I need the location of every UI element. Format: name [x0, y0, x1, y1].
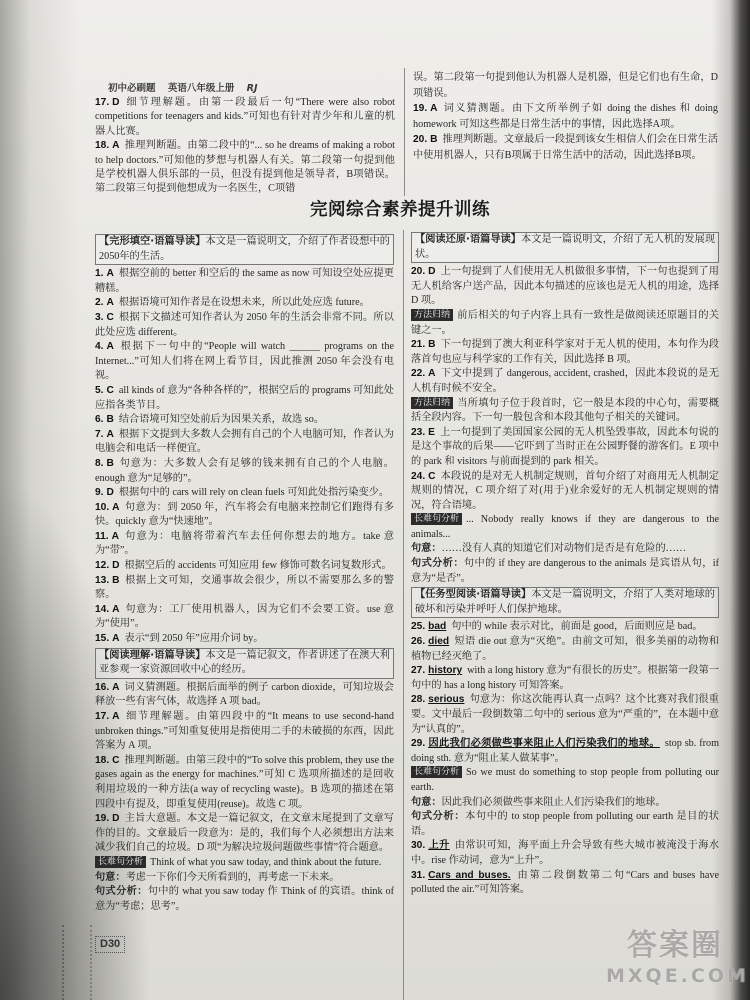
- answer-number: 19.: [95, 813, 110, 825]
- watermark-name: 答案圈: [627, 928, 723, 963]
- answer-explanation: 根据句中的 cars will rely on clean fuels 可知此处指污染变少。: [118, 487, 390, 499]
- answer-explanation: 细节理解题。由第一段最后一句“There were also robot competitions for teenagers and kids.”可知也有针对青少年和儿童的机器人比赛。: [95, 97, 395, 137]
- answer-number: 20.: [411, 266, 426, 278]
- answer-number: 5.: [95, 384, 104, 396]
- answer-item: [95, 710, 394, 754]
- answers-left-column: [95, 233, 394, 935]
- sentence-analysis: [411, 766, 719, 839]
- answer-explanation: 由第二段倒数第二句“Cars and buses have polluted the air.”可知答案。: [411, 869, 719, 896]
- method-tip: [411, 309, 719, 338]
- answer-explanation: 上一句提到了人们使用无人机做很多事情，下一句也提到了用无人机给客户送产品，因此本句描述的应该也是无人机的用途，选择 D 项。: [411, 266, 719, 307]
- answer-number: 28.: [411, 694, 426, 706]
- sentence-analysis: [411, 513, 719, 586]
- answer-explanation: 句意为：到 2050 年，汽车将会有电脑来控制它们跑得有多快。quickly 意为“快速地”。: [95, 501, 394, 528]
- answer-choice: A: [112, 603, 120, 615]
- answer-choice: B: [428, 339, 436, 351]
- answer-item: [95, 603, 394, 632]
- reading-guide-box: [411, 232, 719, 263]
- answer-item: [95, 681, 394, 710]
- answer-number: 29.: [411, 738, 426, 750]
- answer-choice: E: [428, 426, 435, 438]
- answer-number: 18.: [95, 140, 110, 152]
- answer-choice: Cars and buses.: [428, 869, 511, 881]
- answer-item: [95, 559, 394, 574]
- answer-number: 18.: [95, 754, 110, 766]
- answer-item: [95, 530, 394, 559]
- answer-number: 6.: [95, 414, 104, 426]
- guide-label: 【阅读还原·语篇导读】: [415, 234, 522, 245]
- reading-guide-box: [411, 587, 719, 618]
- analysis-label: 长难句分析: [95, 856, 146, 868]
- analysis-line: [411, 513, 719, 542]
- answer-explanation: 下文中提到了 dangerous, accident, crashed，因此本段说的是无人机有时候不安全。: [411, 368, 719, 394]
- answer-number: 4.: [95, 341, 104, 353]
- answer-explanation: 主旨大意题。本文是一篇记叙文，在文章末尾提到了文章写作的目的。文章最后一段意为：是的，我们每个人必须想出方法来减少我们自己的垃圾。D 项“为解决垃圾问题做些事情”符合题意。: [95, 813, 394, 854]
- answer-explanation: 句意为：大多数人会有足够的钱来拥有自己的个人电脑。enough 意为“足够的”。: [95, 457, 394, 484]
- answer-choice: bad: [428, 621, 447, 633]
- answer-explanation: 根据语境可知作者是在设想未来，所以此处应选 future。: [118, 297, 370, 309]
- answer-explanation: 词义猜测题。根据后面举的例子 carbon dioxide，可知垃圾会释放一些有害气体，故选择 A 项 bad。: [95, 681, 394, 708]
- answer-explanation: 根据下文描述可知作者认为 2050 年的生活会非常不同。所以此处应选 different。: [95, 311, 394, 338]
- answer-choice: D: [112, 813, 120, 825]
- binding-edge: [62, 925, 92, 1000]
- answer-explanation: 句中的 while 表示对比，前面是 good，后面则应是 bad。: [451, 621, 703, 633]
- answer-choice: D: [428, 266, 436, 278]
- sentence-analysis: [95, 856, 394, 914]
- answer-choice: C: [106, 384, 114, 396]
- answer-choice: A: [106, 268, 114, 280]
- answer-number: 17.: [95, 97, 110, 108]
- analysis-sentence: ... Nobody really knows if they are dangerous to the animals...: [411, 514, 719, 540]
- answer-number: 12.: [95, 560, 110, 572]
- answer-number: 15.: [95, 633, 110, 645]
- answer-number: 31.: [411, 869, 426, 881]
- answer-explanation: 根据上文可知，交通事故会很少，所以不需要那么多的警察。: [95, 574, 394, 601]
- answer-item: [95, 139, 395, 197]
- guide-text: 本文是一篇说明文，介绍了作者设想中的2050年的生活。: [99, 236, 390, 262]
- answer-choice: serious: [428, 694, 465, 706]
- answer-explanation: 根据空前的 better 和空后的 the same as now 可知设空处应提更糟糕。: [95, 268, 394, 294]
- continued-text: 误。第二段第一句提到他认为机器人是机器，但是它们也有生命，D项错误。: [413, 72, 718, 99]
- answer-item: [95, 632, 394, 647]
- answer-explanation: 上一句提到了美国国家公园的无人机坠毁事故，因此本句说的是这个事故的后果——它吓到了当时正在公园野餐的游客们。E 项中的 park 和 visitors 与前面提到的 park 相关。: [411, 426, 719, 467]
- answer-explanation: 根据下文提到大多数人会拥有自己的个人电脑可知，作者认为电脑会和电话一样便宜。: [95, 428, 394, 455]
- answers-top-left: [95, 96, 395, 197]
- answer-choice: 因此我们必须做些事来阻止人们污染我们的地球。: [428, 738, 660, 750]
- answer-number: 9.: [95, 487, 104, 499]
- structure-text: 句中的 if they are dangerous to the animals 是宾语从句，if 意为“是否”。: [411, 558, 719, 584]
- answer-explanation: 推理判断题。由第二段中的“... so he dreams of making a robot to help doctors.”可知他的梦想与机器人有关。第二段第一句提到他是学校机器人俱乐部的一员，但没有提到他是领导者，B项错误。第二段第三句提到他想成为一名医生，C项错: [95, 140, 395, 195]
- guide-label: 【完形填空·语篇导读】: [99, 236, 206, 247]
- answer-explanation: 结合语境可知空处前后为因果关系，故选 so。: [118, 414, 325, 426]
- answer-explanation: 由常识可知，海平面上升会导致有些大城市被淹没于海水中。rise 作动词，意为“上升”。: [411, 840, 719, 866]
- answer-explanation: 句意为：你这次能再认真一点吗？这个比赛对我们很重要。文中最后一段倒数第二句中的 serious 意为“严重的”，在本题中意为“认真的”。: [411, 694, 719, 735]
- answers-right-column: [411, 231, 719, 953]
- meaning-label: 句意：: [95, 871, 126, 883]
- series-name: 初中必刷题: [108, 83, 156, 94]
- guide-text: 本文是一篇记叙文，作者讲述了在澳大利亚参观一家资源回收中心的经历。: [99, 649, 390, 676]
- meaning-label: 句意：: [411, 796, 442, 808]
- section-title: 完阅综合素养提升训练: [310, 200, 490, 220]
- analysis-label: 长难句分析: [411, 513, 462, 525]
- answer-choice: A: [428, 368, 436, 380]
- answer-number: 1.: [95, 268, 104, 280]
- tip-label: 方法归纳: [411, 309, 453, 321]
- meaning-text: ……没有人真的知道它们对动物们是否是有危险的……: [441, 543, 687, 555]
- reading-guide-box: [95, 234, 394, 265]
- reading-guide-box: [95, 648, 394, 679]
- structure-text: 本句中的 to stop people from polluting our earth 是目的状语。: [411, 811, 719, 837]
- meaning-line: [411, 796, 719, 811]
- answer-number: 17.: [95, 711, 110, 722]
- meaning-text: 考虑一下你们今天所看到的，再考虑一下未来。: [125, 871, 340, 883]
- answer-item: [413, 132, 718, 163]
- structure-line: [411, 557, 719, 586]
- answer-number: 30.: [411, 840, 426, 852]
- structure-label: 句式分析：: [95, 886, 148, 898]
- answer-item: [411, 367, 719, 396]
- method-tip: [411, 397, 719, 426]
- answer-number: 7.: [95, 428, 104, 440]
- answer-choice: A: [106, 341, 114, 353]
- tip-label: 方法归纳: [411, 397, 453, 409]
- answer-item: [95, 754, 394, 812]
- answer-item: [95, 428, 394, 457]
- answer-item: [95, 574, 394, 603]
- answer-choice: D: [112, 560, 120, 572]
- answer-explanation: 推理判断题。文章最后一段提到该女生相信人们会在日常生活中使用机器人，只有B项属于日常生活中的活动，因此选择B项。: [413, 134, 718, 161]
- answer-choice: B: [430, 134, 438, 145]
- answer-item: [95, 96, 395, 139]
- answer-item: [411, 265, 719, 309]
- answer-explanation: 根据空后的 accidents 可知应用 few 修饰可数名词复数形式。: [124, 560, 392, 572]
- answer-item: [411, 470, 719, 514]
- answer-explanation: 句意为：工厂使用机器人，因为它们不会要工资。use 意为“使用”。: [95, 603, 394, 630]
- answer-choice: B: [106, 414, 114, 426]
- meaning-text: 因此我们必须做些事来阻止人们污染我们的地球。: [441, 796, 666, 808]
- answer-choice: A: [430, 103, 438, 114]
- answer-choice: A: [112, 681, 120, 693]
- answer-item: [95, 296, 394, 311]
- answer-choice: D: [106, 487, 114, 499]
- answer-choice: A: [111, 530, 119, 542]
- answer-choice: A: [112, 140, 120, 152]
- answer-item: [411, 869, 719, 898]
- answer-number: 20.: [413, 134, 428, 145]
- watermark-logo: [606, 928, 749, 988]
- answer-item: [95, 486, 394, 501]
- answer-choice: 上升: [428, 840, 450, 852]
- answer-number: 10.: [95, 501, 110, 513]
- analysis-line: [411, 766, 719, 795]
- analysis-label: 长难句分析: [411, 766, 462, 778]
- answer-explanation: 推理判断题。由第三段中的“To solve this problem, they use the gases again as the energy for machines.”可知 C 选项所描述的是回收利用垃圾的一种方法(a way of recycling waste)。B 选项的描述在第四段中有提及，即重复使用(reuse)。故选 C 项。: [95, 754, 394, 810]
- answer-choice: C: [428, 470, 436, 482]
- structure-line: [95, 885, 394, 914]
- answer-explanation: 短语 die out 意为“灭绝”。由前文可知，很多美丽的动物和植物已经灭绝了。: [411, 636, 719, 662]
- analysis-line: [95, 856, 394, 871]
- meaning-line: [411, 542, 719, 557]
- answer-explanation: stop sb. from doing sth. 意为“阻止某人做某事”。: [411, 738, 719, 764]
- answer-choice: history: [428, 665, 463, 677]
- answer-explanation: all kinds of 意为“各种各样的”，根据空后的 programs 可知此处应指各类节目。: [95, 384, 394, 411]
- answer-explanation: 下一句提到了澳大利亚科学家对于无人机的使用，本句作为段落首句也应与科学家的工作有关，因此选择 B 项。: [411, 339, 719, 365]
- analysis-sentence: Think of what you saw today, and think about the future.: [150, 856, 382, 868]
- book-header: [108, 80, 267, 94]
- answer-number: 24.: [411, 470, 426, 482]
- answer-number: 16.: [95, 681, 110, 693]
- answer-choice: C: [112, 754, 120, 766]
- tip-text: 当所填句子位于段首时，它一般是本段的中心句，需要概括全段内容。下一句一般包含和本段其他句子相关的关键词。: [411, 397, 719, 424]
- answer-item: [95, 267, 394, 296]
- answer-explanation: 词义猜测题。由下文所举例子如 doing the dishes 和 doing homework 可知这些都是日常生活中的事情，因此选择A项。: [413, 103, 718, 130]
- guide-label: 【任务型阅读·语篇导读】: [415, 589, 532, 601]
- meaning-line: [95, 871, 394, 886]
- answer-number: 3.: [95, 311, 104, 323]
- structure-label: 句式分析：: [411, 811, 466, 823]
- answer-number: 23.: [411, 426, 426, 438]
- answer-choice: A: [112, 501, 120, 513]
- answer-choice: A: [112, 633, 120, 645]
- answer-item: [95, 457, 394, 486]
- answer-number: 11.: [95, 530, 109, 542]
- answer-number: 2.: [95, 297, 104, 309]
- answer-item: [95, 501, 394, 530]
- answer-item: [95, 340, 394, 384]
- page-number: D30: [95, 936, 125, 953]
- answer-number: 19.: [413, 103, 428, 114]
- answer-explanation: 根据下一句中的“People will watch ______ programs on the Internet...”可知人们将在网上看节目，因此推测 2050 年会没有电视。: [95, 341, 394, 382]
- answer-explanation: with a long history 意为“有很长的历史”。根据第一段第一句中的 has a long history 可知答案。: [411, 665, 719, 691]
- answer-item: [95, 413, 394, 428]
- answer-item: [95, 384, 394, 413]
- answer-choice: A: [106, 428, 114, 440]
- answer-explanation: 表示“到 2050 年”应用介词 by。: [124, 633, 264, 645]
- answer-item: [411, 664, 719, 693]
- answer-choice: A: [106, 297, 114, 309]
- answer-item: [411, 737, 719, 766]
- answer-item: [411, 426, 719, 470]
- answer-explanation: 句意为：电脑将带着汽车去任何你想去的地方。take 意为“带”。: [95, 530, 394, 557]
- answer-choice: D: [112, 97, 120, 108]
- answers-top-right: [413, 70, 718, 163]
- answer-choice: B: [106, 457, 114, 469]
- watermark-site: MXQE.COM: [606, 965, 749, 987]
- edition-code: RJ: [246, 83, 258, 94]
- column-divider: [403, 230, 404, 1000]
- answer-number: 27.: [411, 665, 426, 677]
- guide-text: 本文是一篇说明文，介绍了无人机的发展现状。: [415, 234, 716, 260]
- answer-item: [95, 311, 394, 340]
- answer-item: [95, 812, 394, 856]
- answer-number: 22.: [411, 368, 426, 380]
- answer-item: [411, 338, 719, 367]
- guide-text: 本文是一篇说明文，介绍了人类对地球的破坏和污染并呼吁人们保护地球。: [415, 589, 715, 615]
- answer-item: [413, 101, 718, 132]
- answer-item: [411, 635, 719, 664]
- answer-choice: C: [106, 311, 114, 323]
- meaning-label: 句意：: [411, 543, 442, 555]
- answer-item: [411, 620, 719, 635]
- answer-number: 14.: [95, 603, 110, 615]
- structure-line: [411, 810, 719, 839]
- analysis-sentence: So we must do something to stop people from polluting our earth.: [411, 767, 719, 793]
- answer-number: 26.: [411, 636, 426, 648]
- answer-item: [411, 839, 719, 868]
- column-divider: [404, 68, 405, 196]
- book-title: 英语八年级上册: [167, 83, 235, 94]
- answer-explanation: 本段说的是对无人机制定规则，首句介绍了对商用无人机制定规则的情况，C 项介绍了对(用于)业余爱好的无人机制定规则的情况，符合语境。: [411, 470, 719, 511]
- answer-number: 13.: [95, 574, 110, 586]
- answer-number: 8.: [95, 457, 104, 469]
- tip-text: 前后相关的句子内容上具有一致性是做阅读还原题目的关键之一。: [411, 309, 719, 336]
- answer-item: [411, 693, 719, 737]
- answer-choice: A: [112, 711, 120, 722]
- answer-number: 25.: [411, 621, 426, 633]
- structure-text: 句中的 what you saw today 作 Think of 的宾语。think of 意为“考虑；思考”。: [95, 886, 394, 912]
- answer-explanation: 细节理解题。由第四段中的“It means to use second-hand unbroken things.”可知重复使用是指使用二手的未破损的东西，因此答案为 A 项。: [95, 711, 394, 752]
- structure-label: 句式分析：: [411, 558, 464, 570]
- guide-label: 【阅读理解·语篇导读】: [99, 649, 206, 661]
- answer-choice: B: [112, 574, 120, 586]
- answer-number: 21.: [411, 339, 426, 351]
- answer-choice: died: [428, 636, 450, 648]
